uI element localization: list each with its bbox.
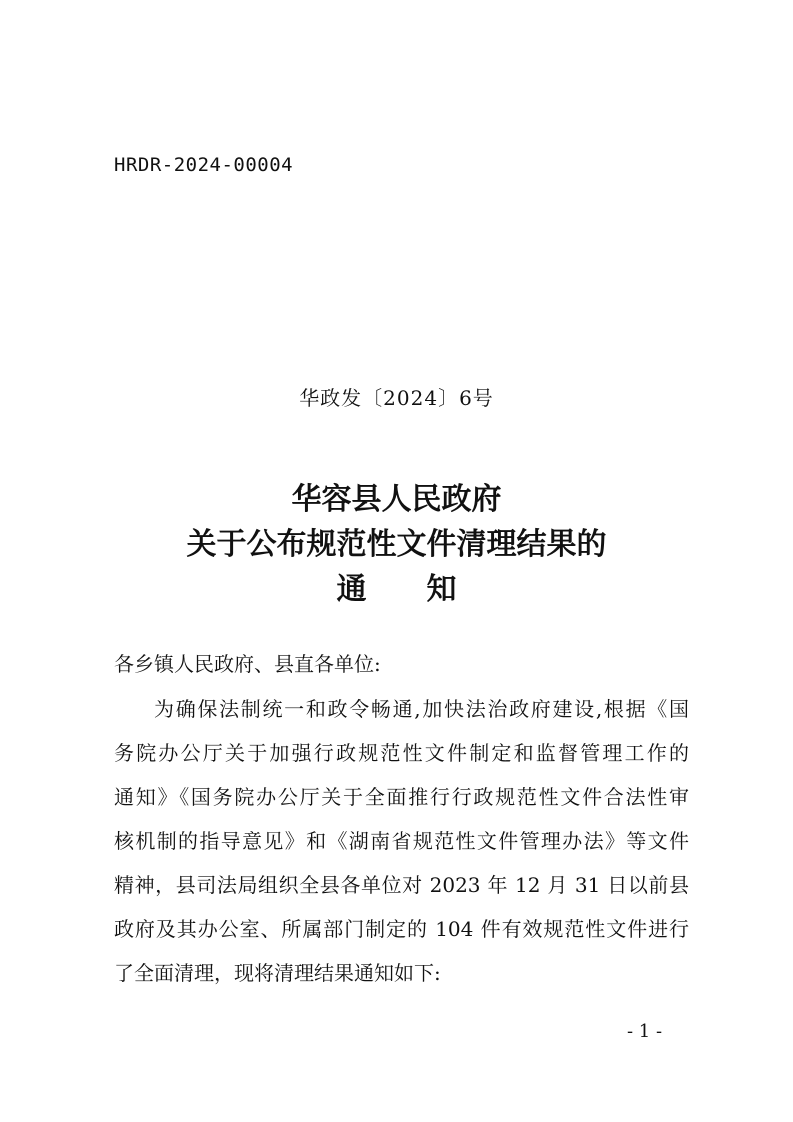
body-paragraph-line: 了全面清理，现将清理结果通知如下: — [114, 961, 441, 985]
title-line-3-char-a: 通 — [336, 572, 367, 607]
salutation: 各乡镇人民政府、县直各单位: — [114, 652, 381, 676]
body-paragraph-line: 通知》《国务院办公厅关于全面推行行政规范性文件合法性审 — [114, 785, 689, 809]
title-line-3-char-b: 知 — [426, 572, 457, 607]
title-line-3 — [0, 570, 793, 610]
page-number: - 1 - — [627, 1021, 663, 1042]
body-paragraph-line: 核机制的指导意见》和《湖南省规范性文件管理办法》等文件 — [114, 829, 689, 853]
body-paragraph-line: 政府及其办公室、所属部门制定的 104 件有效规范性文件进行 — [114, 917, 689, 941]
title-line-2: 关于公布规范性文件清理结果的 — [186, 527, 607, 562]
document-code: HRDR-2024-00004 — [114, 154, 294, 176]
body-paragraph-line: 为确保法制统一和政令畅通,加快法治政府建设,根据《国 — [154, 697, 689, 721]
body-paragraph-line: 务院办公厅关于加强行政规范性文件制定和监督管理工作的 — [114, 741, 689, 765]
body-paragraph-line: 精神，县司法局组织全县各单位对 2023 年 12 月 31 日以前县 — [114, 873, 689, 897]
document-number: 华政发〔2024〕6号 — [299, 386, 494, 410]
title-line-1: 华容县人民政府 — [291, 482, 502, 517]
